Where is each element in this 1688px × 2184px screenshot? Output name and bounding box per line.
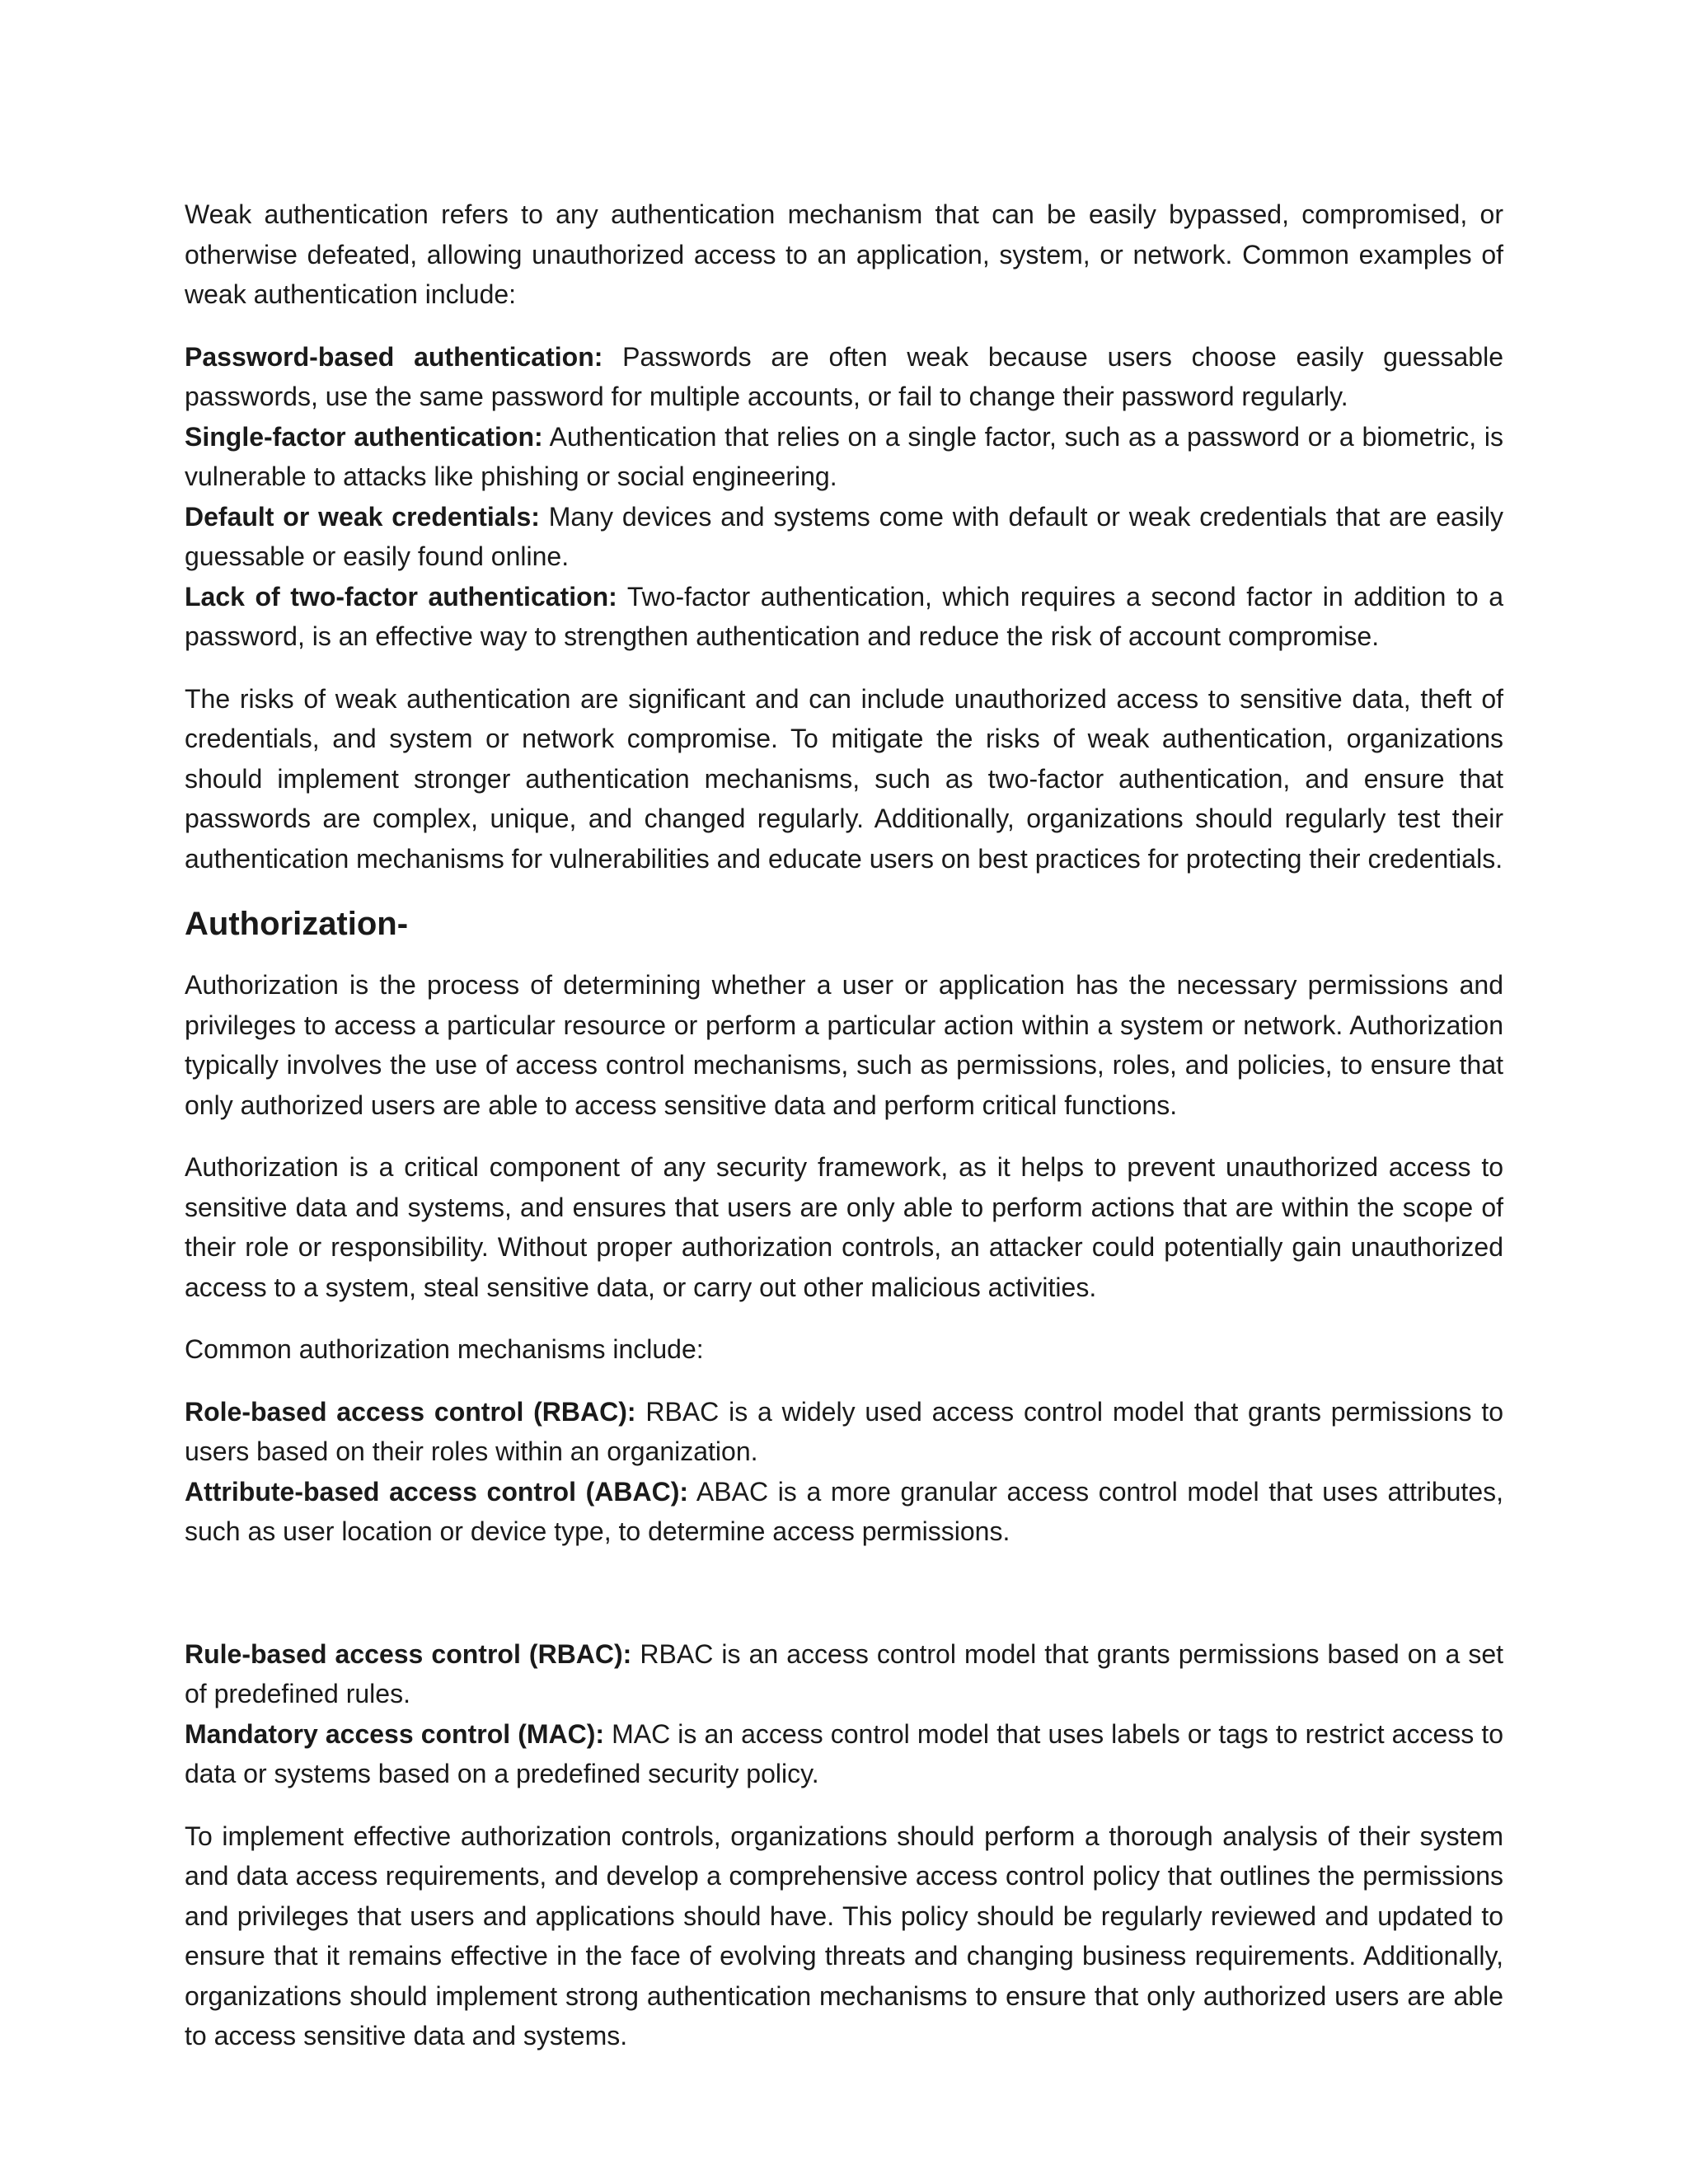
definition-term: Rule-based access control (RBAC):: [185, 1638, 632, 1669]
authorization-paragraph-2: Authorization is a critical component of any security framework, as it helps to prevent unauthorized access to sensitive data and systems, and ensures that users are only able to perform actions that are within the scope of their role or responsibility. Without proper authorization controls, an attacker could potentially gain unauthorized access to a system, steal sensitive data, or carry out other malicious activities.: [185, 1152, 1503, 1302]
definition-term: Single-factor authentication:: [185, 421, 543, 452]
definition-term: Attribute-based access control (ABAC):: [185, 1476, 689, 1507]
mechanisms-intro: Common authorization mechanisms include:: [185, 1334, 704, 1364]
definition-term: Role-based access control (RBAC):: [185, 1396, 636, 1427]
authorization-heading: Authorization-: [185, 906, 409, 942]
definition-text: RBAC is a widely used access control model that grants permissions to users based on their roles within an organization.: [185, 1396, 1504, 1466]
definition-term: Lack of two-factor authentication:: [185, 581, 617, 612]
definition-text: Two-factor authentication, which requires a second factor in addition to a password, is an effective way to strengthen authentication and reduce the risk of account compromise.: [185, 581, 1504, 651]
definition-item: [185, 1392, 1503, 1472]
conclusion-paragraph: To implement effective authorization controls, organizations should perform a thorough analysis of their system and data access requirements, and develop a comprehensive access control policy that outlines the permissions and privileges that users and applications should have. This policy should be regularly reviewed and updated to ensure that it remains effective in the face of evolving threats and changing business requirements. Additionally, organizations should implement strong authentication mechanisms to ensure that only authorized users are able to access sensitive data and systems.: [185, 1821, 1503, 2050]
definition-item: [185, 417, 1503, 497]
definition-text: RBAC is an access control model that grants permissions based on a set of predefined rules.: [185, 1638, 1504, 1708]
definition-text: Many devices and systems come with default or weak credentials that are easily guessable or easily found online.: [185, 501, 1504, 571]
definition-item: [185, 337, 1503, 417]
authorization-paragraph-1: Authorization is the process of determining whether a user or application has the necessary permissions and privileges to access a particular resource or perform a particular action within a system or network. Authorization typically involves the use of access control mechanisms, such as permissions, roles, and policies, to ensure that only authorized users are able to access sensitive data and perform critical functions.: [185, 970, 1503, 1120]
definition-item: [185, 497, 1503, 577]
definition-item: [185, 1634, 1503, 1714]
definition-item: [185, 1714, 1503, 1794]
definition-text: ABAC is a more granular access control model that uses attributes, such as user location or device type, to determine access permissions.: [185, 1476, 1504, 1546]
definition-term: Mandatory access control (MAC):: [185, 1718, 605, 1749]
definition-text: Authentication that relies on a single factor, such as a password or a biometric, is vulnerable to attacks like phishing or social engineering.: [185, 421, 1504, 491]
risks-paragraph: The risks of weak authentication are significant and can include unauthorized access to sensitive data, theft of credentials, and system or network compromise. To mitigate the risks of weak authentication, organizations should implement stronger authentication mechanisms, such as two-factor authentication, and ensure that passwords are complex, unique, and changed regularly. Additionally, organizations should regularly test their authentication mechanisms for vulnerabilities and educate users on best practices for protecting their credentials.: [185, 683, 1503, 874]
definition-text: MAC is an access control model that uses labels or tags to restrict access to data or systems based on a predefined security policy.: [185, 1718, 1504, 1788]
document-page: [185, 194, 1503, 2079]
definition-term: Password-based authentication:: [185, 341, 603, 372]
definition-item: [185, 1472, 1503, 1552]
intro-paragraph: Weak authentication refers to any authentication mechanism that can be easily bypassed, compromised, or otherwise defeated, allowing unauthorized access to an application, system, or network. Common examples of weak authentication include:: [185, 199, 1503, 309]
definition-item: [185, 577, 1503, 657]
definition-term: Default or weak credentials:: [185, 501, 540, 532]
mechanisms-group-1: [185, 1392, 1503, 1552]
definition-text: Passwords are often weak because users choose easily guessable passwords, use the same password for multiple accounts, or fail to change their password regularly.: [185, 341, 1504, 411]
mechanisms-group-2: [185, 1634, 1503, 1794]
weak-auth-examples: [185, 337, 1503, 657]
